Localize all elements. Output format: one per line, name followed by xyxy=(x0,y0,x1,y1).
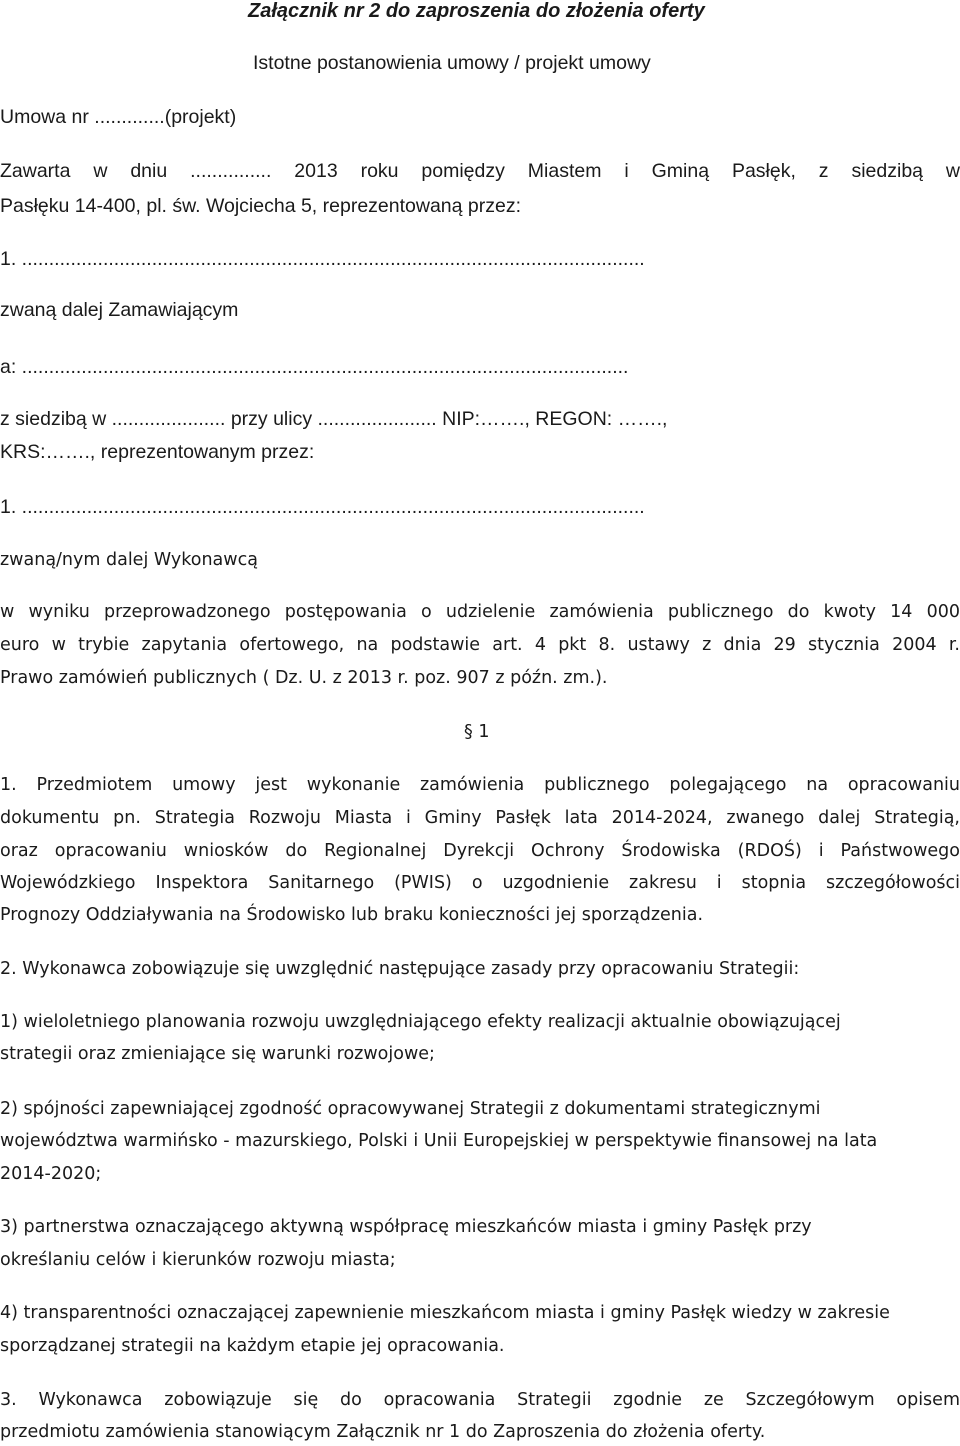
rule-4-line: sporządzanej strategii na każdym etapie jej opracowania. xyxy=(0,1336,505,1356)
point-1-line: Prognozy Oddziaływania na Środowisko lub braku konieczności jej sporządzenia. xyxy=(0,905,704,925)
contractor-line: a: ................................................................................................................ xyxy=(0,356,629,378)
contract-number: Umowa nr .............(projekt) xyxy=(0,106,237,128)
rule-2-line: województwa warmińsko - mazurskiego, Polski i Unii Europejskiej w perspektywie finansowej na lata xyxy=(0,1131,878,1151)
basis-paragraph-line: euro w trybie zapytania ofertowego, na podstawie art. 4 pkt 8. ustawy z dnia 29 stycznia 2004 r. xyxy=(0,635,960,655)
attachment-heading: Załącznik nr 2 do zaproszenia do złożenia oferty xyxy=(248,0,705,22)
basis-paragraph-line: Prawo zamówień publicznych ( Dz. U. z 2013 r. poz. 907 z późn. zm.). xyxy=(0,668,608,688)
point-1-line: dokumentu pn. Strategia Rozwoju Miasta i Gminy Pasłęk lata 2014-2024, zwanego dalej Strategią, xyxy=(0,808,960,828)
contract-concluded-line: Pasłęku 14-400, pl. św. Wojciecha 5, reprezentowaną przez: xyxy=(0,195,522,217)
point-3-line: 3. Wykonawca zobowiązuje się do opracowania Strategii zgodnie ze Szczegółowym opisem xyxy=(0,1390,960,1410)
contractor-label: zwaną/nym dalej Wykonawcą xyxy=(0,550,258,570)
point-1-line: 1. Przedmiotem umowy jest wykonanie zamówienia publicznego polegającego na opracowaniu xyxy=(0,775,960,795)
point-3-line: przedmiotu zamówienia stanowiącym Załącznik nr 1 do Zaproszenia do złożenia oferty. xyxy=(0,1422,766,1442)
point-1-line: Wojewódzkiego Inspektora Sanitarnego (PWIS) o uzgodnienie zakresu i stopnia szczegółowości xyxy=(0,873,960,893)
contract-concluded-line: Zawarta w dniu ............... 2013 roku pomiędzy Miastem i Gminą Pasłęk, z siedzibą w xyxy=(0,160,960,182)
rule-1-line: 1) wieloletniego planowania rozwoju uwzględniającego efekty realizacji aktualnie obowiązującej xyxy=(0,1012,841,1032)
point-1-line: oraz opracowaniu wniosków do Regionalnej Dyrekcji Ochrony Środowiska (RDOŚ) i Państwowego xyxy=(0,841,960,861)
representative-line: 1. ................................................................................................................... xyxy=(0,496,645,518)
rule-3-line: określaniu celów i kierunków rozwoju miasta; xyxy=(0,1250,396,1270)
ordering-party-label: zwaną dalej Zamawiającym xyxy=(0,299,239,321)
basis-paragraph-line: w wyniku przeprowadzonego postępowania o udzielenie zamówienia publicznego do kwoty 14 000 xyxy=(0,602,960,622)
rule-3-line: 3) partnerstwa oznaczającego aktywną współpracę mieszkańców miasta i gminy Pasłęk przy xyxy=(0,1217,812,1237)
rule-2-line: 2014-2020; xyxy=(0,1164,102,1184)
section-heading: § 1 xyxy=(464,722,490,742)
representative-line: 1. ................................................................................................................... xyxy=(0,248,645,270)
rule-2-line: 2) spójności zapewniającej zgodność opracowywanej Strategii z dokumentami strategicznymi xyxy=(0,1099,821,1119)
rule-4-line: 4) transparentności oznaczającej zapewnienie mieszkańcom miasta i gminy Pasłęk wiedzy w zakresie xyxy=(0,1303,890,1323)
point-2-intro: 2. Wykonawca zobowiązuje się uwzględnić następujące zasady przy opracowaniu Strategii: xyxy=(0,959,800,979)
contractor-seat-line: z siedzibą w ..................... przy ulicy ...................... NIP:……., REGON: ……., xyxy=(0,408,668,430)
rule-1-line: strategii oraz zmieniające się warunki rozwojowe; xyxy=(0,1044,435,1064)
contractor-seat-line: KRS:……., reprezentowanym przez: xyxy=(0,441,315,463)
document-subtitle: Istotne postanowienia umowy / projekt umowy xyxy=(253,52,651,74)
